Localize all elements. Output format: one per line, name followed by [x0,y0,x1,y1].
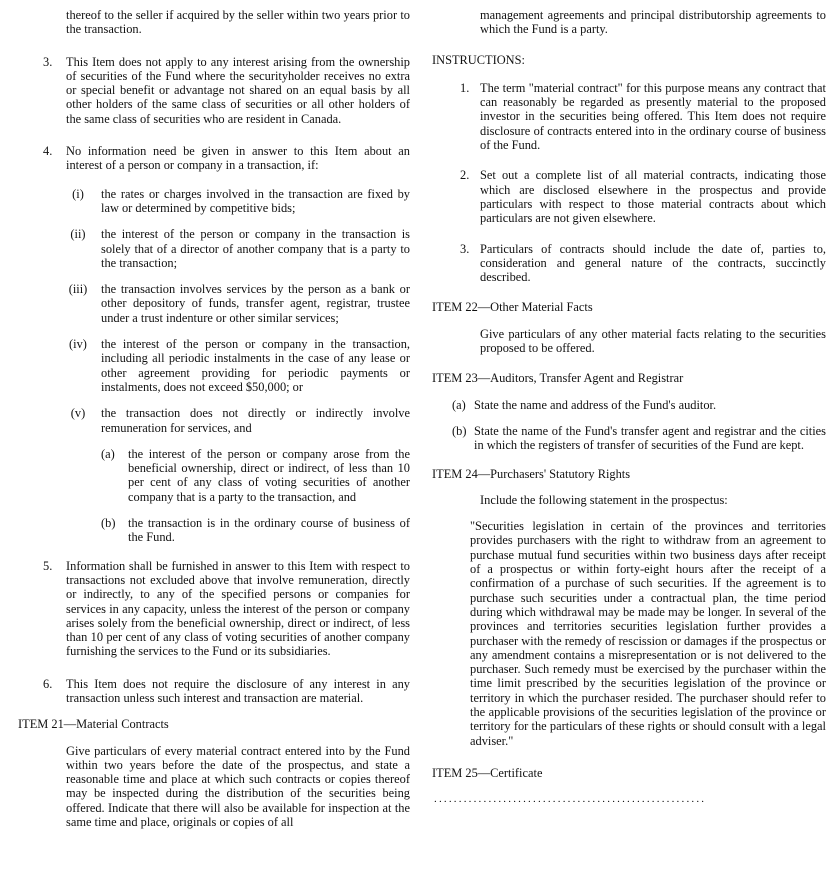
item-22-heading: ITEM 22—Other Material Facts [432,300,593,315]
paragraph-text: This Item does not apply to any interest arising from the ownership of securities of the Fund where the securityholder receives no extra or special benefit or advantage not shared on an equal basis by all other holders of the same class of securities or all other holders of the same class of securities who are resident in Canada. [66,54,410,126]
item-text: State the name and address of the Fund's auditor. [474,397,717,412]
item-number: (iii) [68,282,88,297]
alpha-item-a [18,447,410,504]
item-text: the interest of the person or company in the transaction, including all periodic instalments in the case of any lease or other agreement providing for periodic payments or instalments, does not exceed $50,000; or [101,337,410,394]
item-23-a [432,398,826,412]
item-number: (b) [101,516,116,531]
paragraph-4 [18,144,410,173]
paragraph-number: 5. [43,558,53,573]
item-21-heading: ITEM 21—Material Contracts [18,717,169,732]
paragraph-number: 3. [43,54,53,69]
instruction-number: 3. [460,241,470,256]
instruction-text: Set out a complete list of all material contracts, indicating those which are disclosed elsewhere in the prospectus and provide particulars with respect to those material contracts about which particulars are not given elsewhere. [480,168,826,226]
item-23-heading: ITEM 23—Auditors, Transfer Agent and Registrar [432,371,684,386]
continuation-text: thereof to the seller if acquired by the seller within two years prior to the transaction. [66,8,410,37]
paragraph-text: Information shall be furnished in answer to this Item with respect to transactions not excluded above that involve remuneration, directly or indirectly, to any of the specified persons or companies for services in any capacity, unless the interest of the person or company arises solely from the beneficial ownership, direct or indirect, of less than 10 per cent of any class of voting securities of another company furnishing the services to the Fund or its subsidiaries. [66,558,410,659]
item-22-text: Give particulars of any other material facts relating to the securities proposed to be offered. [480,326,826,356]
paragraph-number: 6. [43,676,53,691]
roman-item-v [18,406,410,435]
item-number: (iv) [69,337,87,352]
paragraph-text: No information need be given in answer to this Item about an interest of a person or company in a transaction, if: [66,144,410,173]
item-number: (ii) [70,227,86,242]
item-number: (a) [452,397,466,412]
instruction-1 [432,81,826,152]
certificate-dotted-line: ....................................................... [434,793,707,806]
item-24-heading: ITEM 24—Purchasers' Statutory Rights [432,466,631,481]
item-number: (a) [101,446,115,461]
item-text: State the name of the Fund's transfer agent and registrar and the cities in which the registers of transfer of securities of the Fund are kept. [474,423,826,453]
instruction-number: 1. [460,80,470,95]
instruction-text: The term "material contract" for this purpose means any contract that can reasonably be regarded as presently material to the proposed investor in the securities being offered. This Item does not require disclosure of contracts entered into in the ordinary course of business of the Fund. [480,80,826,153]
roman-item-ii [18,227,410,270]
instruction-2 [432,168,826,225]
roman-item-iv [18,337,410,394]
instruction-text: Particulars of contracts should include the date of, parties to, consideration and general nature of the contracts, succinctly described. [480,241,826,285]
item-25-heading: ITEM 25—Certificate [432,765,543,780]
item-23-b [432,424,826,453]
roman-item-i [18,187,410,216]
item-text: the transaction involves services by the person as a bank or other depository of funds, transfer agent, registrar, trustee under a trust indenture or other similar services; [101,282,410,325]
statutory-rights-statement: "Securities legislation in certain of the provinces and territories provides purchasers with the right to withdraw from an agreement to purchase mutual fund securities within two business days after receipt of a prospectus or within forty-eight hours after the receipt of a confirmation of a purchase of such securities. If the agreement is to purchase such securities under a contractual plan, the time period during which withdrawal may be made may be longer. In several of the provinces and territories securities legislation further provides a purchaser with the remedy of rescission or damages if the prospectus or any amendment contains a misrepresentation or is not delivered to the purchaser. Such remedy must be exercised by the purchaser within the time limit prescribed by the securities legislation of the province or territory in which the purchaser resided. The purchaser should refer to the applicable provisions of the securities legislation of the province or territory for the particulars of these rights or should consult with a legal adviser." [470,519,826,748]
item-number: (v) [70,406,86,421]
instruction-number: 2. [460,168,470,183]
paragraph-3 [18,55,410,126]
paragraph-number: 4. [43,144,53,159]
roman-item-iii [18,282,410,325]
paragraph-text: This Item does not require the disclosure of any interest in any transaction unless such interest and transaction are material. [66,676,410,705]
alpha-item-b [18,516,410,545]
item-text: the transaction is in the ordinary course of business of the Fund. [128,516,410,545]
instructions-heading: INSTRUCTIONS: [432,52,525,67]
instruction-3 [432,242,826,285]
item-number: (i) [72,186,84,201]
item-text: the interest of the person or company arose from the beneficial ownership, direct or indirect, of less than 10 per cent of any class of voting securities of another company that is a party to the transaction, and [128,446,410,504]
item-text: the rates or charges involved in the transaction are fixed by law or determined by competitive bids; [101,186,410,215]
left-column [18,8,410,847]
continuation-text: management agreements and principal distributorship agreements to which the Fund is a party. [480,8,826,37]
paragraph-5 [18,559,410,659]
paragraph-6 [18,677,410,706]
item-24-intro: Include the following statement in the prospectus: [480,492,728,507]
item-text: the transaction does not directly or indirectly involve remuneration for services, and [101,406,410,435]
item-text: the interest of the person or company in the transaction is solely that of a director of another company that is a party to the transaction; [101,227,410,270]
right-column [432,8,826,806]
item-21-text: Give particulars of every material contract entered into by the Fund within two years before the date of the prospectus, and state a reasonable time and place at which such contracts or copies thereof may be inspected during the distribution of the securities being offered. Indicate that there will also be available for inspection at the same time and place, originals or copies of all [66,743,410,830]
item-number: (b) [452,423,467,438]
